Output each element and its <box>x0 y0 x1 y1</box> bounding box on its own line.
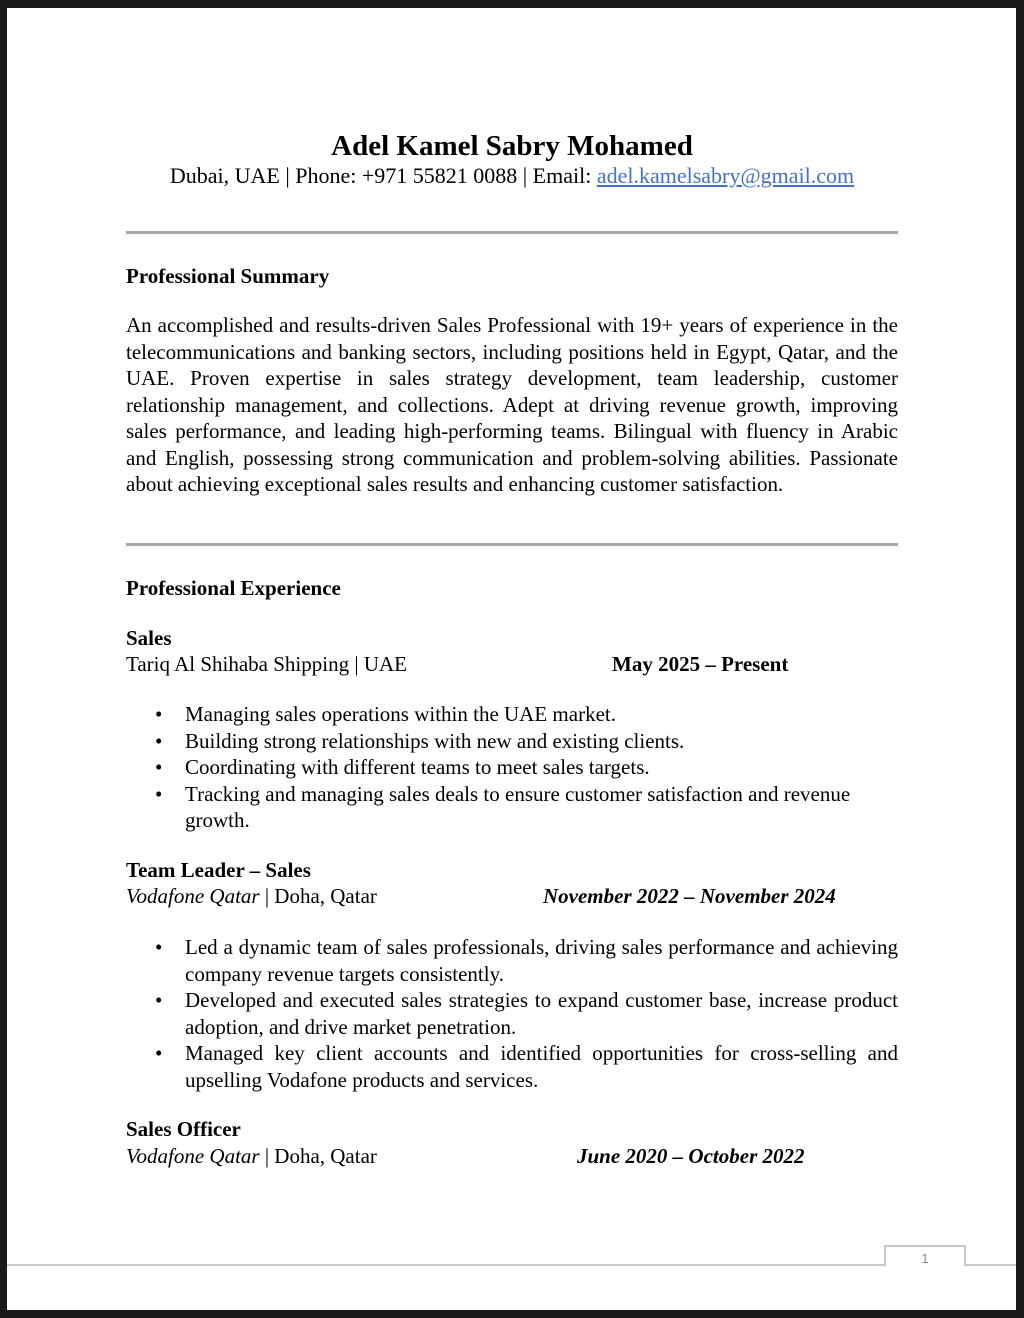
job-title: Sales <box>126 626 172 650</box>
job-company-location <box>126 650 407 678</box>
job-dates: May 2025 – Present <box>612 652 789 676</box>
job-company: Vodafone Qatar <box>126 1144 260 1168</box>
bullet-icon: • <box>155 935 163 959</box>
job-location: | Doha, Qatar <box>259 884 377 908</box>
contact-details: Dubai, UAE | Phone: +971 55821 0088 | Email: <box>169 163 597 188</box>
list-item: • Tracking and managing sales deals to ensure customer satisfaction and revenue growth. <box>155 781 851 832</box>
page-number-tab <box>884 1245 966 1266</box>
job-bullets <box>126 701 898 834</box>
divider-top <box>126 231 898 234</box>
job-company-location <box>126 1142 377 1170</box>
list-item: • Managing sales operations within the UAE market. <box>155 702 616 726</box>
job-company: Tariq Al Shihaba Shipping <box>126 652 350 676</box>
job-dates: November 2022 – November 2024 <box>543 884 836 908</box>
summary-heading: Professional Summary <box>126 264 330 288</box>
page-footer-line <box>7 1264 1016 1266</box>
bullet-icon: • <box>155 702 163 726</box>
candidate-name: Adel Kamel Sabry Mohamed <box>331 130 693 162</box>
list-item: • Coordinating with different teams to meet sales targets. <box>155 755 650 779</box>
bullet-icon: • <box>155 988 163 1012</box>
list-item: • Building strong relationships with new and existing clients. <box>155 728 685 753</box>
job-title: Team Leader – Sales <box>126 858 311 882</box>
bullet-icon: • <box>155 755 163 779</box>
job-company-location <box>126 882 377 910</box>
job-bullets <box>126 934 898 1093</box>
job-dates: June 2020 – October 2022 <box>577 1144 805 1168</box>
summary-text: An accomplished and results-driven Sales Professional with 19+ years of experience in the telecommunications and banking sectors, including positions held in Egypt, Qatar, and the UAE. Proven expertise in sales strategy development, team leadership, customer relationship management, and collections. Adept at driving revenue growth, improving sales performance, and leading high-performing teams. Bilingual with fluency in Arabic and English, possessing strong communication and problem-solving abilities. Passionate about achieving exceptional sales results and enhancing customer satisfaction. <box>126 313 898 496</box>
email-link[interactable]: adel.kamelsabry@gmail.com <box>596 163 855 188</box>
bullet-icon: • <box>155 728 163 753</box>
bullet-icon: • <box>155 1041 163 1065</box>
divider-summary <box>126 543 898 546</box>
bullet-icon: • <box>155 781 163 806</box>
job-location: | Doha, Qatar <box>259 1144 377 1168</box>
list-item: • Developed and executed sales strategies to expand customer base, increase product adoption, and drive market penetration. <box>155 988 898 1039</box>
job-company: Vodafone Qatar <box>126 884 260 908</box>
document-page <box>7 8 1016 1310</box>
job-title: Sales Officer <box>126 1117 241 1141</box>
page-number: 1 <box>921 1251 929 1266</box>
experience-heading: Professional Experience <box>126 576 341 600</box>
list-item: • Led a dynamic team of sales professionals, driving sales performance and achieving company revenue targets consistently. <box>155 935 898 986</box>
job-location: | UAE <box>349 652 407 676</box>
contact-line <box>126 161 898 191</box>
list-item: • Managed key client accounts and identified opportunities for cross-selling and upselling Vodafone products and services. <box>155 1041 898 1092</box>
